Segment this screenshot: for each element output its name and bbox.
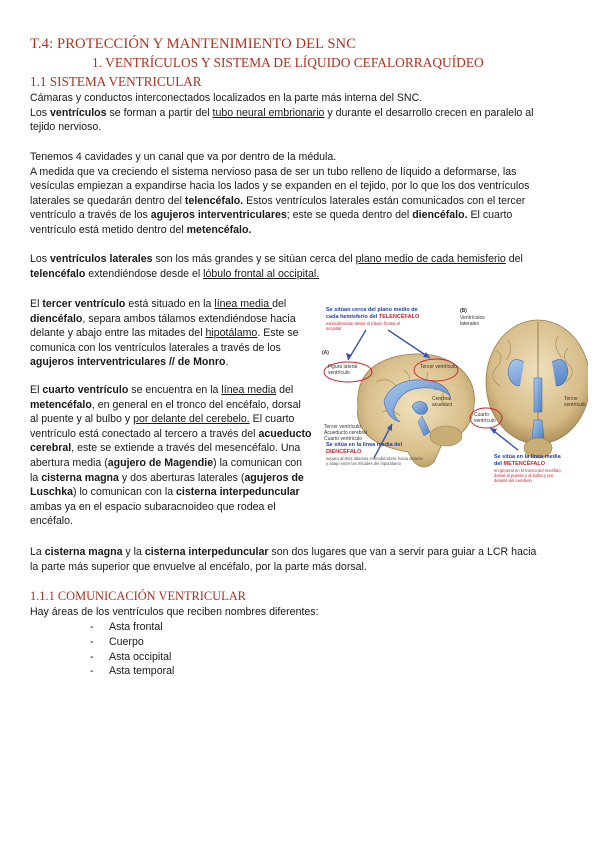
heading-sistema-ventricular: 1.1 SISTEMA VENTRICULAR bbox=[30, 74, 202, 89]
callout-telencephalon: Se sitúan cerca del plano medio de cada hemisferio del TELENCÉFALO bbox=[326, 307, 420, 320]
panel-b-label: (B) bbox=[460, 308, 467, 314]
list-item: - Asta frontal bbox=[90, 621, 163, 633]
development-paragraph: Tenemos 4 cavidades y un canal que va por dentro de la médula. A medida que va creciendo el sistema nervioso pasa de ser un tubo relleno de líquido a deformarse, las vesículas empiezan a expandirse hacia los lados y se expanden en el tejido, por lo que los dos ventrículos laterales se quedarán dentro del telencéfalo. Estos ventrículos laterales están comunicados con el tercer ventrículo a través de los agujeros interventriculares; este se queda dentro del diencéfalo. El cuarto ventrículo está metido dentro del metencéfalo. bbox=[30, 151, 530, 236]
areas-intro: Hay áreas de los ventrículos que reciben nombres diferentes: bbox=[30, 606, 319, 618]
list-item: - Asta occipital bbox=[90, 650, 172, 663]
third-ventricle-b-label: Tercer ventrículo bbox=[564, 396, 586, 408]
cisterns-paragraph: La cisterna magna y la cisterna interpeduncular son dos lugares que van a servir para guiar a LCR hacia la parte más superior que envuelve al encéfalo, por la parte más dorsal. bbox=[30, 546, 537, 573]
lateral-ventricles-paragraph: Los ventrículos laterales son los más grandes y se sitúan cerca del plano medio de cada hemisferio del telencéfalo extendiéndose desde el lóbulo frontal al occipital. bbox=[30, 253, 523, 280]
callout-diencephalon-detail: separa ambos tálamos extendiéndose hacia delante y abajo entre las mitades del hipotálamo bbox=[326, 456, 423, 466]
list-item: - Cuerpo bbox=[90, 635, 144, 648]
list-item: - Asta temporal bbox=[90, 665, 175, 678]
panel-a-label: (A) bbox=[322, 350, 329, 356]
callout-diencephalon: Se sitúa en la línea media del DIENCÉFALO bbox=[326, 442, 403, 455]
third-ventricle-lower-label: Tercer ventrículo bbox=[324, 424, 361, 430]
callout-metencephalon: Se sitúa en la línea media del METENCÉFALO bbox=[494, 454, 561, 467]
aqueduct-b-label: Cerebral acueduct bbox=[432, 396, 453, 408]
cerebral-aqueduct-label: Acueducto cerebral bbox=[324, 430, 368, 436]
chapter-title: T.4: PROTECCIÓN Y MANTENIMIENTO DEL SNC bbox=[30, 36, 357, 52]
ventricle-areas-list bbox=[90, 620, 174, 679]
lateral-ventricle-a-label: Figura lateral ventrículo bbox=[328, 364, 358, 376]
third-ventricle-a-label: Tercer ventrículo bbox=[420, 364, 457, 370]
callout-telencephalon-detail: extendiéndose desde el lóbulo frontal al occipital bbox=[326, 321, 400, 331]
fourth-ventricle-b-label: Cuarto ventrículo bbox=[474, 412, 496, 424]
section-title: 1. VENTRÍCULOS Y SISTEMA DE LÍQUIDO CEFALORRAQUÍDEO bbox=[92, 55, 484, 70]
heading-comunicacion-ventricular: 1.1.1 COMUNICACIÓN VENTRICULAR bbox=[30, 589, 246, 603]
fourth-ventricle-paragraph: El cuarto ventrículo se encuentra en la línea media del metencéfalo, en general en el tronco del encéfalo, dorsal al puente y al bulbo y por delante del cerebelo. El cuarto ventrículo está conectado al tercero a través del acueducto cerebral, este se extiende a través del mesencéfalo. Una abertura media (agujero de Magendie) la comunican con la cisterna magna y dos aberturas laterales (agujeros de Luschka) lo comunican con la cisterna interpeduncular ambas ya en el espacio subaracnoideo que rodea el encéfalo. bbox=[30, 384, 312, 528]
ventricles-figure bbox=[318, 300, 588, 506]
intro-paragraph: Cámaras y conductos interconectados localizados en la parte más interna del SNC. Los ventrículos se forman a partir del tubo neural embrionario y durante el desarrollo crecen en paralelo al tejido nervioso. bbox=[30, 92, 534, 134]
third-ventricle-paragraph: El tercer ventrículo está situado en la línea media del diencéfalo, separa ambos tálamos extendiéndose hacia delante y abajo entre las mitades del hipotálamo. Este se comunica con los ventrículos laterales a través de los agujeros interventriculares // de Monro. bbox=[30, 298, 299, 369]
callout-metencephalon-detail: en general en el tronco del encéfalo, dorsal al puente y al bulbo y por delante del cerebelo bbox=[494, 468, 562, 483]
fourth-ventricle-a-label: Cuarto ventrículo bbox=[324, 436, 363, 442]
lateral-ventricles-label: Ventrículos laterales bbox=[460, 315, 485, 327]
